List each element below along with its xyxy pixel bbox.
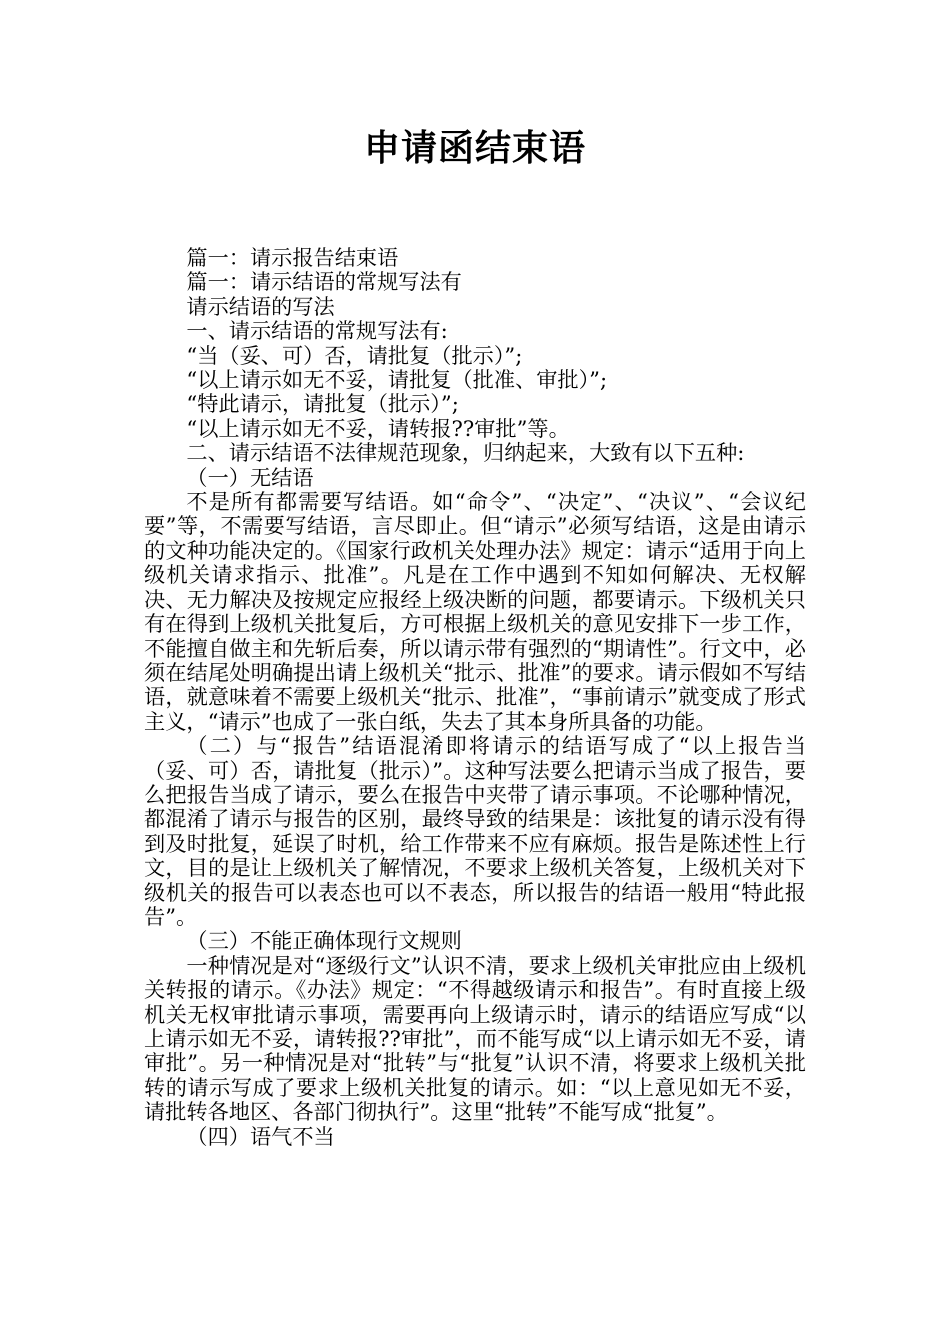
paragraph-example-3: “特此请示，请批复（批示）”; (186, 391, 459, 417)
paragraph-example-2: “以上请示如无不妥，请批复（批准、审批）”; (186, 367, 608, 393)
paragraph-body-2: （二）与“报告”结语混淆即将请示的结语写成了“以上报告当（妥、可）否，请批复（批示）”。这种写法要么把请示当成了报告，要么把报告当成了请示，要么在报告中夹带了请示事项。不论哪种情况，都混淆了请示与报告的区别，最终导致的结果是：该批复的请示没有得到及时批复，延误了时机，给工作带来不应有麻烦。报告是陈述性上行文，目的是让上级机关了解情况，不要求上级机关答复，上级机关对下级机关的报告可以表态也可以不表态，所以报告的结语一般用“特此报告”。 (144, 733, 806, 929)
paragraph-subtitle: 篇一：请示结语的常规写法有 (186, 269, 462, 295)
document-body (144, 246, 806, 1149)
paragraph-subheading-1: （一）无结语 (186, 464, 314, 490)
paragraph-subheading-4: （四）语气不当 (186, 1123, 335, 1149)
paragraph-body-1: 不是所有都需要写结语。如“命令”、“决定”、“决议”、“会议纪要”等，不需要写结语，言尽即止。但“请示”必须写结语，这是由请示的文种功能决定的。《国家行政机关处理办法》规定：请示“适用于向上级机关请求指示、批准”。凡是在工作中遇到不知如何解决、无权解决、无力解决及按规定应报经上级决断的问题，都要请示。下级机关只有在得到上级机关批复后，方可根据上级机关的意见安排下一步工作，不能擅自做主和先斩后奏，所以请示带有强烈的“期请性”。行文中，必须在结尾处明确提出请上级机关“批示、批准”的要求。请示假如不写结语，就意味着不需要上级机关“批示、批准”，“事前请示”就变成了形式主义，“请示”也成了一张白纸，失去了其本身所具备的功能。 (144, 489, 806, 734)
paragraph-body-3: 一种情况是对“逐级行文”认识不清，要求上级机关审批应由上级机关转报的请示。《办法》规定：“不得越级请示和报告”。有时直接上级机关无权审批请示事项，需要再向上级请示时，请示的结语应写成“以上请示如无不妥，请转报??审批”，而不能写成“以上请示如无不妥，请审批”。另一种情况是对“批转”与“批复”认识不清，将要求上级机关批转的请示写成了要求上级机关批复的请示。如：“以上意见如无不妥，请批转各地区、各部门彻执行”。这里“批转”不能写成“批复”。 (144, 952, 806, 1125)
document-title: 申请函结束语 (363, 128, 586, 169)
paragraph-point-two: 二、请示结语不法律规范现象，归纳起来，大致有以下五种: (186, 440, 745, 466)
paragraph-point-one: 一、请示结语的常规写法有: (186, 318, 448, 344)
paragraph-example-4: “以上请示如无不妥，请转报??审批”等。 (186, 415, 570, 441)
paragraph-example-1: “当（妥、可）否，请批复（批示）”; (186, 342, 523, 368)
paragraph-section-heading: 篇一：请示报告结束语 (186, 245, 399, 270)
paragraph-heading: 请示结语的写法 (186, 293, 335, 319)
paragraph-subheading-3: （三）不能正确体现行文规则 (186, 928, 462, 954)
